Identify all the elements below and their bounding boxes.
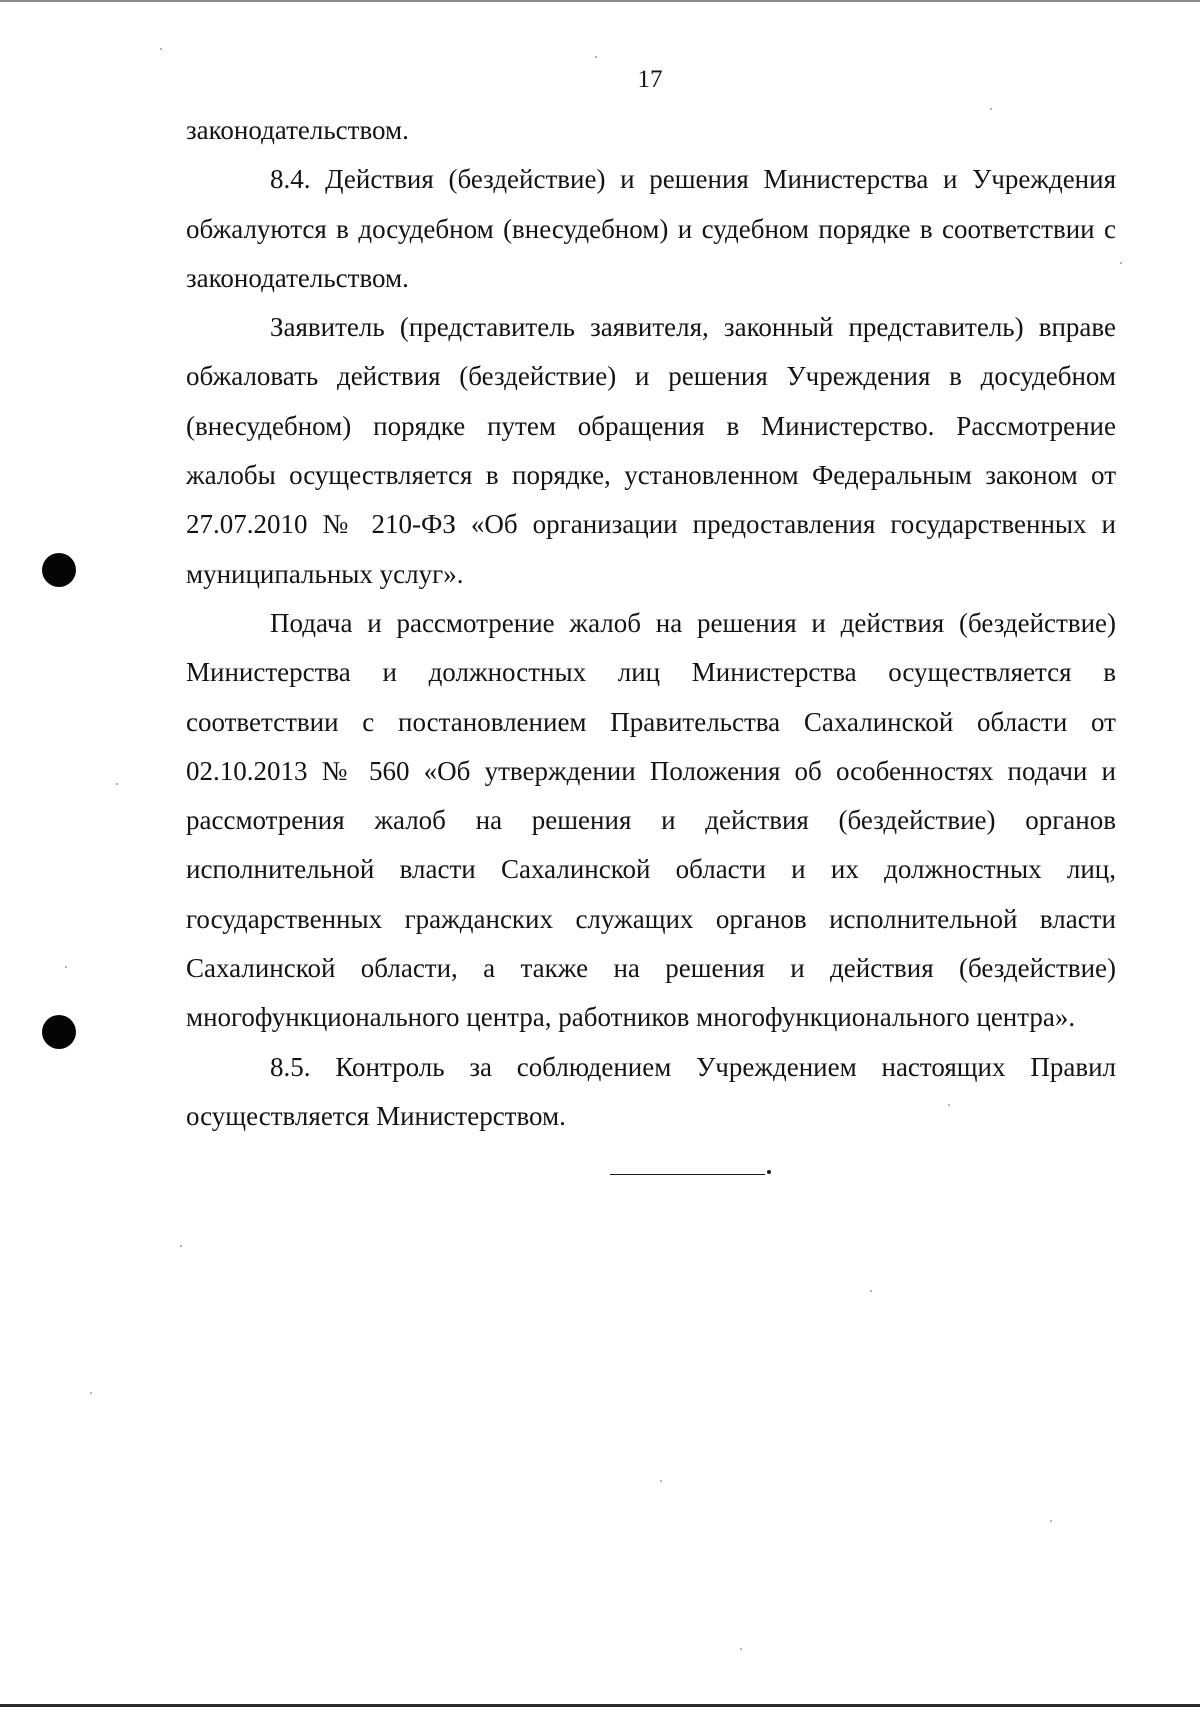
scan-speck [1120, 262, 1122, 264]
document-body [186, 106, 1116, 1141]
scan-speck [870, 1290, 872, 1292]
paragraph-8-5: 8.5. Контроль за соблюдением Учреждением настоящих Правил осуществляется Министерством. [186, 1051, 1116, 1131]
scan-speck [1050, 1520, 1052, 1522]
scan-speck [90, 1392, 92, 1394]
punch-hole-lower [42, 1015, 76, 1049]
paragraph-8-4: 8.4. Действия (бездействие) и решения Министерства и Учреждения обжалуются в досудебном (внесудебном) и судебном порядке в соответствии с законодательством. [186, 164, 1116, 293]
scan-speck [990, 108, 992, 110]
document-end-dot [767, 1170, 771, 1174]
paragraph-continuation: законодательством. [186, 115, 409, 145]
document-end-line [610, 1174, 765, 1175]
page-bottom-edge [0, 1704, 1200, 1707]
scan-speck [948, 1104, 950, 1106]
punch-hole-upper [42, 553, 76, 587]
scan-speck [660, 1480, 662, 1482]
scan-speck [595, 56, 597, 58]
scan-speck [65, 966, 67, 968]
paragraph-complaint-procedure: Подача и рассмотрение жалоб на решения и действия (бездействие) Министерства и должностных лиц Министерства осуществляется в соответствии с постановлением Правительства Сахалинской области от 02.10.2013 № 560 «Об утверждении Положения об особенностях подачи и рассмотрения жалоб на решения и действия (бездействие) органов исполнительной власти Сахалинской области и их должностных лиц, государственных гражданских служащих органов исполнительной власти Сахалинской области, а также на решения и действия (бездействие) многофункционального центра, работников многофункционального центра». [186, 607, 1116, 1033]
page-number: 17 [637, 66, 663, 93]
page-top-edge [0, 0, 1200, 2]
scan-speck [180, 1245, 182, 1247]
scan-speck [160, 48, 162, 50]
scan-speck [116, 783, 118, 785]
scan-speck [740, 1648, 742, 1650]
paragraph-applicant-rights: Заявитель (представитель заявителя, законный представитель) вправе обжаловать действия (бездействие) и решения Учреждения в досудебном (внесудебном) порядке путем обращения в Министерство. Рассмотрение жалобы осуществляется в порядке, установленном Федеральным законом от 27.07.2010 № 210-ФЗ «Об организации предоставления государственных и муниципальных услуг». [186, 312, 1116, 589]
